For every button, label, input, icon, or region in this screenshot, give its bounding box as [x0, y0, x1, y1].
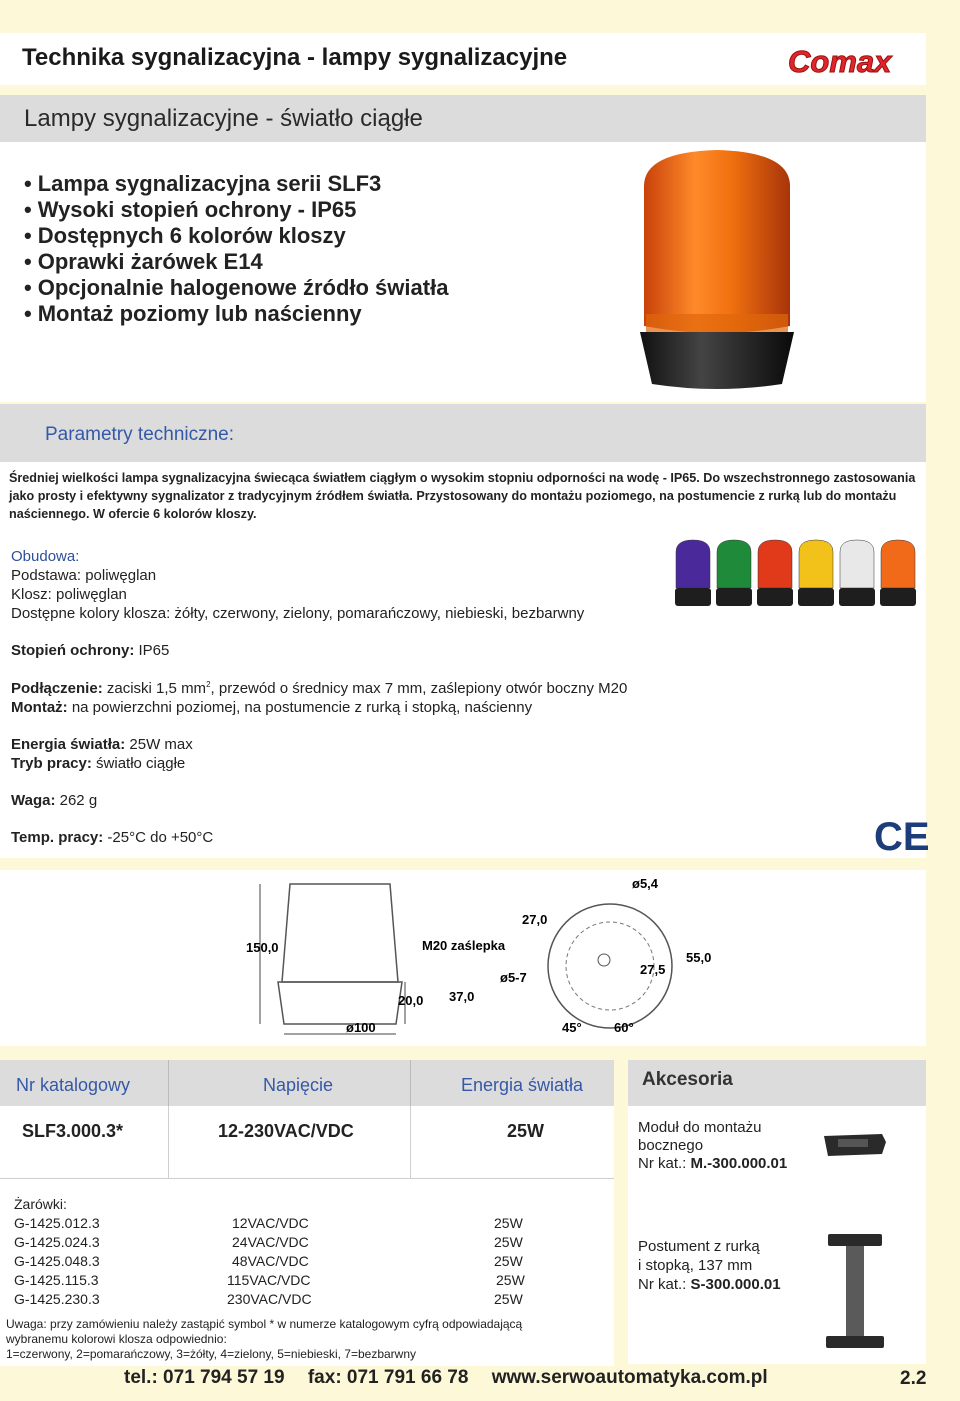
drawing-lamp-dome	[282, 884, 398, 982]
temp-line	[11, 829, 213, 846]
kolory-text: Dostępne kolory klosza: żółty, czerwony, zielony, pomarańczowy, niebieski, bezbarwny	[11, 605, 585, 622]
podlaczenie-sup: 2	[206, 680, 211, 689]
montaz-value: na powierzchni poziomej, na postumencie z rurką i stopką, naścienny	[67, 699, 533, 716]
bulb-code: G-1425.048.3	[14, 1253, 100, 1269]
lamp-photo	[632, 146, 802, 394]
dim-150: 150,0	[246, 940, 279, 955]
podstawa-text: Podstawa: poliwęglan	[11, 567, 157, 584]
bulb-voltage: 12VAC/VDC	[232, 1215, 309, 1231]
section-subtitle: Lampy sygnalizacyjne - światło ciągłe	[24, 105, 423, 132]
bulb-power: 25W	[494, 1215, 523, 1231]
montaz-line	[11, 699, 532, 716]
dim-100: ø100	[346, 1020, 376, 1035]
lamp-base	[640, 332, 794, 389]
col-header-catalog: Nr katalogowy	[16, 1075, 131, 1095]
feature-list	[24, 171, 448, 327]
accessory-1-line1: Moduł do montażu	[638, 1119, 762, 1136]
accessory-2-number-value: S-300.000.01	[690, 1276, 781, 1293]
bulb-power: 25W	[494, 1234, 523, 1250]
table-divider	[410, 1106, 411, 1178]
accessory-1-number-label: Nr kat.:	[638, 1155, 691, 1172]
drawing-lamp-base	[278, 982, 402, 1024]
col-header-energy: Energia światła	[461, 1075, 584, 1095]
module-slot	[838, 1139, 868, 1147]
color-lamp-base	[675, 588, 711, 606]
dim-57: ø5-7	[500, 970, 527, 985]
order-note	[6, 1317, 522, 1362]
color-lamp-base	[880, 588, 916, 606]
energy-value: 25W	[507, 1121, 545, 1141]
footer-phone: tel.: 071 794 57 19	[124, 1367, 285, 1388]
col-header-voltage: Napięcie	[263, 1075, 334, 1095]
bulb-code: G-1425.012.3	[14, 1215, 100, 1231]
order-note-line: wybranemu kolorowi klosza odpowiednio:	[6, 1332, 227, 1346]
comax-logo	[786, 44, 916, 78]
feature-item: • Lampa sygnalizacyjna serii SLF3	[24, 171, 448, 197]
color-lamp-dome	[881, 540, 915, 588]
temp-label: Temp. pracy:	[11, 829, 104, 846]
voltage-value: 12-230VAC/VDC	[218, 1121, 354, 1141]
tryb-line	[11, 755, 185, 772]
tryb-value: światło ciągłe	[91, 755, 186, 772]
podlaczenie-label: Podłączenie:	[11, 680, 103, 697]
accessory-2-number-label: Nr kat.:	[638, 1276, 691, 1293]
dim-37: 37,0	[449, 989, 475, 1004]
podlaczenie-value: zaciski 1,5 mm	[102, 680, 207, 697]
footer-fax: fax: 071 791 66 78	[307, 1367, 469, 1388]
bulb-code: G-1425.230.3	[14, 1291, 100, 1307]
tryb-label: Tryb pracy:	[11, 755, 92, 772]
post-with-stand-image	[822, 1232, 888, 1354]
dimension-drawing	[230, 874, 730, 1040]
energia-value: 25W max	[125, 736, 193, 753]
feature-item: • Oprawki żarówek E14	[24, 249, 448, 275]
accessory-2-number	[638, 1276, 781, 1294]
bulb-power: 25W	[496, 1272, 525, 1288]
accessory-2-line1: Postument z rurką	[638, 1238, 760, 1255]
color-lamp-dome	[840, 540, 874, 588]
accessory-1-number-value: M.-300.000.01	[690, 1155, 788, 1172]
temp-value: -25°C do +50°C	[103, 829, 214, 846]
color-lamp-dome	[717, 540, 751, 588]
stopien-value: IP65	[134, 642, 170, 659]
obudowa-label: Obudowa:	[11, 548, 80, 565]
bulb-code: G-1425.115.3	[14, 1272, 99, 1288]
page-number: 2.2	[900, 1368, 927, 1389]
order-note-line: 1=czerwony, 2=pomarańczowy, 3=żółty, 4=zielony, 5=niebieski, 7=bezbarwny	[6, 1347, 417, 1361]
footer-website[interactable]: www.serwoautomatyka.com.pl	[491, 1367, 768, 1388]
accessory-1-number	[638, 1155, 787, 1173]
table-divider	[168, 1106, 169, 1178]
post-foot	[826, 1336, 884, 1348]
accessories-title: Akcesoria	[642, 1069, 733, 1090]
waga-line	[11, 792, 97, 809]
podlaczenie-line	[11, 680, 627, 697]
energia-label: Energia światła:	[11, 736, 126, 753]
dim-27: 27,0	[522, 912, 548, 927]
params-title: Parametry techniczne:	[45, 424, 235, 445]
dim-54: ø5,4	[632, 876, 659, 891]
m20-label: M20 zaślepka	[422, 938, 506, 953]
dim-55: 55,0	[686, 950, 712, 965]
color-lamp-base	[757, 588, 793, 606]
bulb-code: G-1425.024.3	[14, 1234, 100, 1250]
dim-60: 60°	[614, 1020, 634, 1035]
page-title: Technika sygnalizacyjna - lampy sygnalizacyjne	[22, 44, 568, 71]
logo-text: Comax	[788, 44, 892, 79]
bulb-power: 25W	[494, 1253, 523, 1269]
bulb-voltage: 48VAC/VDC	[232, 1253, 309, 1269]
drawing-hole	[598, 954, 610, 966]
order-note-line: Uwaga: przy zamówieniu należy zastąpić symbol * w numerze katalogowym cyfrą odpowiadającą	[6, 1317, 523, 1331]
table-divider	[0, 1178, 614, 1179]
waga-value: 262 g	[55, 792, 98, 809]
footer-contact	[124, 1367, 786, 1389]
post-top	[828, 1234, 882, 1246]
lamp-colors-photo	[672, 538, 920, 610]
dim-20: 20,0	[398, 993, 424, 1008]
color-lamp-base	[798, 588, 834, 606]
lamp-dome-rim	[646, 314, 788, 332]
catalog-number: SLF3.000.3*	[22, 1121, 124, 1141]
color-lamp-dome	[799, 540, 833, 588]
bulb-voltage: 230VAC/VDC	[227, 1291, 312, 1307]
ce-mark-icon	[872, 814, 930, 859]
side-mount-module-image	[820, 1130, 888, 1160]
bulbs-label: Żarówki:	[14, 1196, 67, 1212]
lamp-dome	[644, 150, 790, 333]
color-lamp-dome	[758, 540, 792, 588]
klosz-text: Klosz: poliwęglan	[11, 586, 127, 603]
stopien-line	[11, 642, 169, 659]
stopien-label: Stopień ochrony:	[11, 642, 135, 659]
bulb-voltage: 24VAC/VDC	[232, 1234, 309, 1250]
bulb-voltage: 115VAC/VDC	[227, 1272, 311, 1288]
feature-item: • Montaż poziomy lub naścienny	[24, 301, 448, 327]
energia-line	[11, 736, 193, 753]
bulb-power: 25W	[494, 1291, 523, 1307]
feature-item: • Dostępnych 6 kolorów kloszy	[24, 223, 448, 249]
waga-label: Waga:	[11, 792, 56, 809]
feature-item: • Opcjonalnie halogenowe źródło światła	[24, 275, 448, 301]
dim-275: 27,5	[640, 962, 666, 977]
feature-item: • Wysoki stopień ochrony - IP65	[24, 197, 448, 223]
ce-mark-text: CE	[874, 815, 930, 859]
post-tube	[846, 1246, 864, 1338]
podlaczenie-value-rest: , przewód o średnicy max 7 mm, zaślepiony otwór boczny M20	[210, 680, 628, 697]
description-text: Średniej wielkości lampa sygnalizacyjna świecąca światłem ciągłym o wysokim stopniu odporności na wodę - IP65. Do wszechstronnego zastosowania jako prosty i efektywny sygnalizator z tradycyjnym źródłem światła. Przystosowany do montażu poziomego, na postumencie z rurką lub do montażu naściennego. W ofercie 6 kolorów kloszy.	[9, 471, 916, 521]
color-lamp-base	[716, 588, 752, 606]
montaz-label: Montaż:	[11, 699, 68, 716]
color-lamp-base	[839, 588, 875, 606]
color-lamp-dome	[676, 540, 710, 588]
dim-45: 45°	[562, 1020, 582, 1035]
accessory-1-line2: bocznego	[638, 1137, 704, 1154]
accessory-2-line2: i stopką, 137 mm	[638, 1257, 753, 1274]
